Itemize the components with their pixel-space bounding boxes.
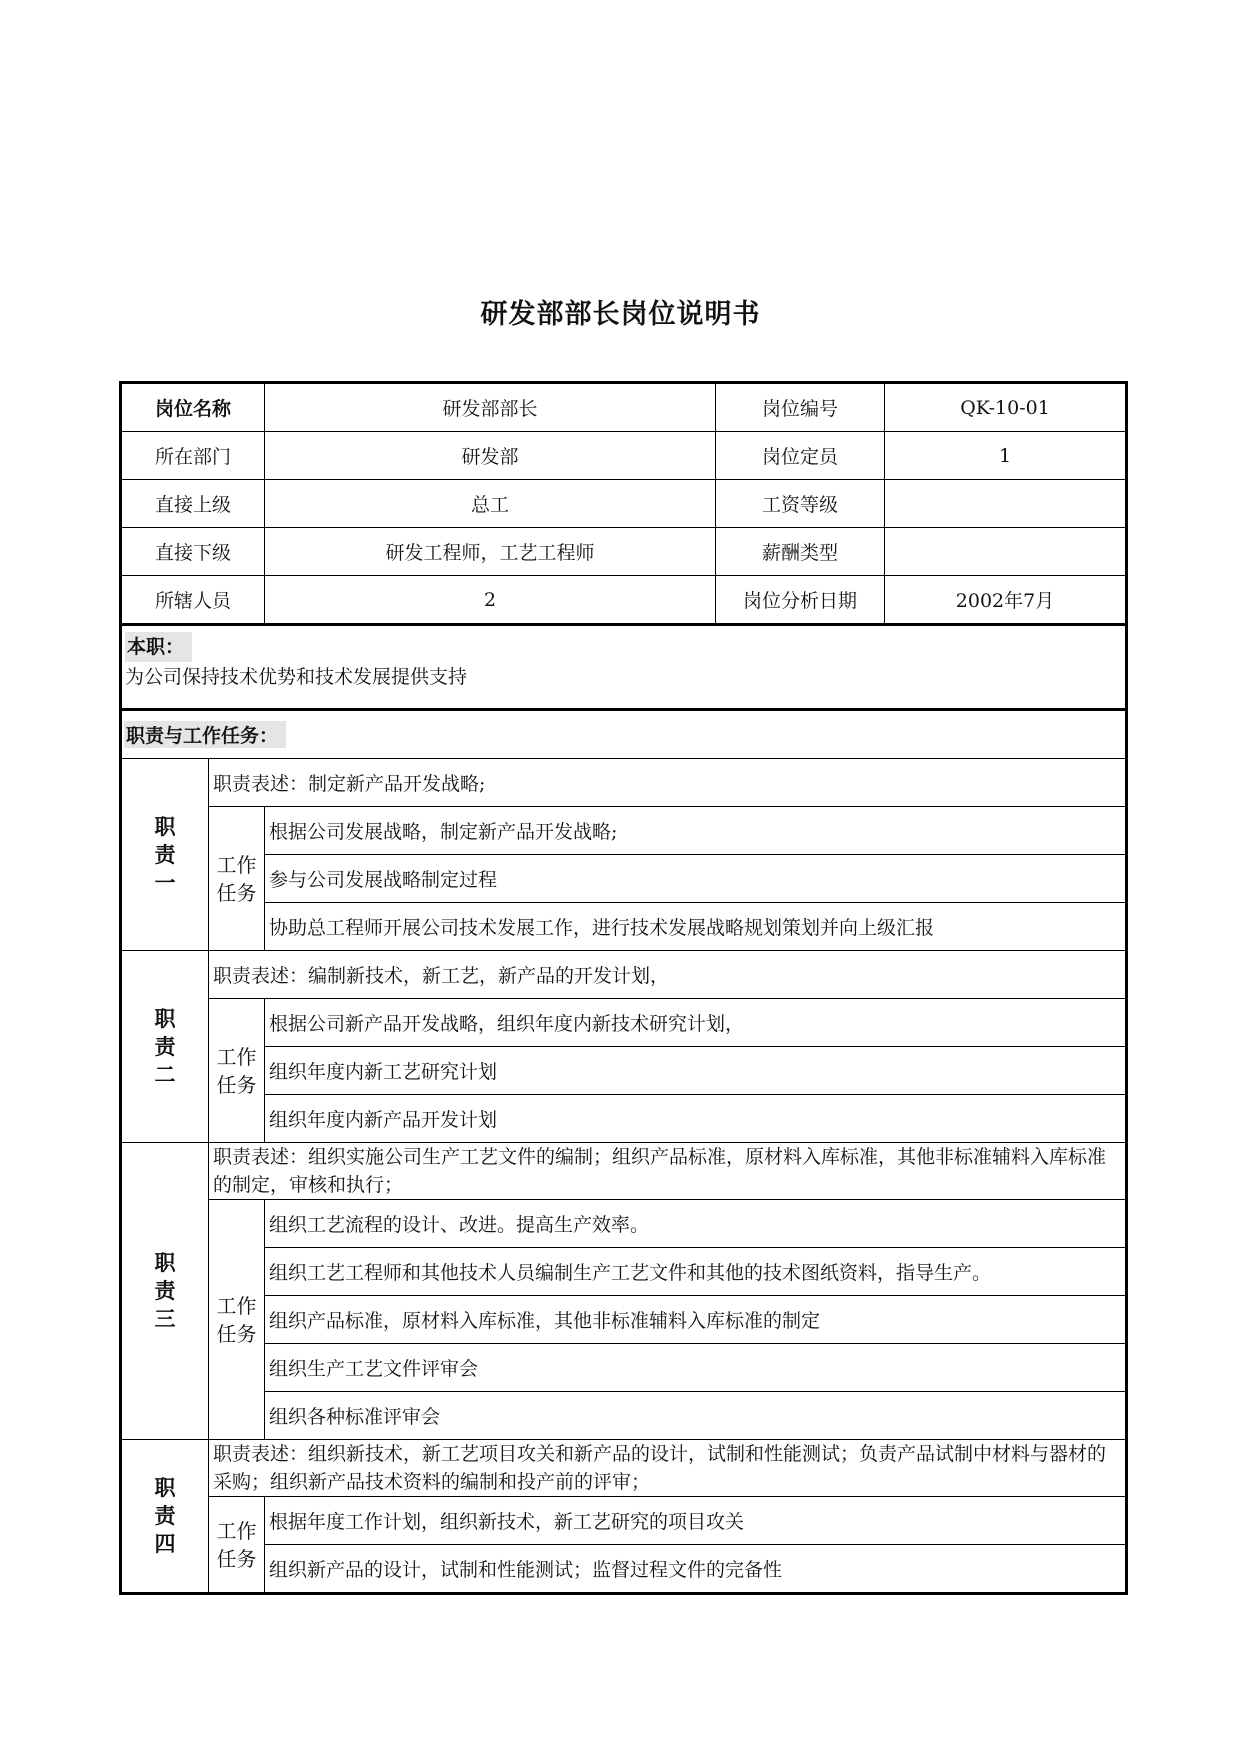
duty-statement-row: [121, 1143, 1127, 1200]
duty-statement-row: [121, 1440, 1127, 1497]
duty-label-text: 职责三: [154, 1251, 176, 1331]
header-row: [121, 480, 1127, 528]
mission-row: [121, 625, 1127, 710]
duty-statement: 职责表述：组织实施公司生产工艺文件的编制；组织产品标准，原材料入库标准，其他非标准辅料入库标准的制定，审核和执行；: [209, 1143, 1127, 1200]
duty-statement: 职责表述：组织新技术，新工艺项目攻关和新产品的设计，试制和性能测试；负责产品试制中材料与器材的采购；组织新产品技术资料的编制和投产前的评审；: [209, 1440, 1127, 1497]
task-text: 根据年度工作计划，组织新技术，新工艺研究的项目攻关: [265, 1497, 1127, 1545]
header-label: 岗位定员: [716, 432, 885, 480]
duty-statement: 职责表述：编制新技术，新工艺，新产品的开发计划，: [209, 951, 1127, 999]
duty-label-text: 职责四: [154, 1476, 176, 1556]
header-label: 岗位编号: [716, 383, 885, 432]
task-row: [121, 807, 1127, 855]
duty-statement: 职责表述：制定新产品开发战略;: [209, 759, 1127, 807]
header-row: [121, 528, 1127, 576]
header-value: QK-10-01: [885, 383, 1127, 432]
header-label: 直接上级: [121, 480, 265, 528]
duty-label: [121, 1440, 209, 1594]
task-row: [121, 1200, 1127, 1248]
task-text: 组织产品标准，原材料入库标准，其他非标准辅料入库标准的制定: [265, 1296, 1127, 1344]
header-label: 岗位分析日期: [716, 576, 885, 625]
duty-statement-row: [121, 951, 1127, 999]
task-text: 根据公司新产品开发战略，组织年度内新技术研究计划，: [265, 999, 1127, 1047]
header-value: [885, 480, 1127, 528]
task-label-text: 工作任务: [216, 1044, 257, 1097]
header-value: 2: [265, 576, 716, 625]
header-label: 工资等级: [716, 480, 885, 528]
task-row: [121, 999, 1127, 1047]
header-value: 研发部部长: [265, 383, 716, 432]
duty-label: [121, 759, 209, 951]
task-text: 协助总工程师开展公司技术发展工作，进行技术发展战略规划策划并向上级汇报: [265, 903, 1127, 951]
duty-statement-row: [121, 759, 1127, 807]
task-row: [121, 1392, 1127, 1440]
task-text: 组织年度内新工艺研究计划: [265, 1047, 1127, 1095]
header-value: [885, 528, 1127, 576]
job-description-table: [119, 381, 1128, 1595]
task-row: [121, 855, 1127, 903]
task-row: [121, 1497, 1127, 1545]
task-row: [121, 1248, 1127, 1296]
task-label: [209, 999, 265, 1143]
task-text: 组织新产品的设计，试制和性能测试；监督过程文件的完备性: [265, 1545, 1127, 1594]
task-row: [121, 1095, 1127, 1143]
task-text: 组织各种标准评审会: [265, 1392, 1127, 1440]
duty-label: [121, 1143, 209, 1440]
duty-label: [121, 951, 209, 1143]
header-row: [121, 432, 1127, 480]
task-row: [121, 1344, 1127, 1392]
task-row: [121, 1047, 1127, 1095]
task-label-text: 工作任务: [216, 852, 257, 905]
task-text: 组织年度内新产品开发计划: [265, 1095, 1127, 1143]
header-label: 岗位名称: [121, 383, 265, 432]
header-label: 所在部门: [121, 432, 265, 480]
header-value: 研发部: [265, 432, 716, 480]
header-row: [121, 576, 1127, 625]
header-value: 总工: [265, 480, 716, 528]
task-label: [209, 1200, 265, 1440]
mission-text: 为公司保持技术优势和技术发展提供支持: [125, 666, 468, 688]
header-label: 薪酬类型: [716, 528, 885, 576]
task-row: [121, 1545, 1127, 1594]
header-value: 研发工程师，工艺工程师: [265, 528, 716, 576]
task-text: 组织工艺工程师和其他技术人员编制生产工艺文件和其他的技术图纸资料，指导生产。: [265, 1248, 1127, 1296]
header-value: 1: [885, 432, 1127, 480]
header-label: 直接下级: [121, 528, 265, 576]
duties-title: 职责与工作任务：: [124, 721, 286, 748]
task-row: [121, 1296, 1127, 1344]
task-text: 根据公司发展战略，制定新产品开发战略;: [265, 807, 1127, 855]
mission-label: 本职：: [125, 632, 192, 662]
duty-label-text: 职责二: [154, 1006, 176, 1087]
header-label: 所辖人员: [121, 576, 265, 625]
header-value: 2002年7月: [885, 576, 1127, 625]
task-label-text: 工作任务: [216, 1518, 257, 1571]
task-label: [209, 1497, 265, 1594]
duties-title-row: [121, 710, 1127, 759]
task-text: 组织生产工艺文件评审会: [265, 1344, 1127, 1392]
task-row: [121, 903, 1127, 951]
document-title: 研发部部长岗位说明书: [480, 299, 761, 330]
task-text: 组织工艺流程的设计、改进。提高生产效率。: [265, 1200, 1127, 1248]
task-label-text: 工作任务: [216, 1293, 257, 1346]
task-text: 参与公司发展战略制定过程: [265, 855, 1127, 903]
duty-label-text: 职责一: [154, 814, 176, 895]
task-label: [209, 807, 265, 951]
header-row: [121, 383, 1127, 432]
